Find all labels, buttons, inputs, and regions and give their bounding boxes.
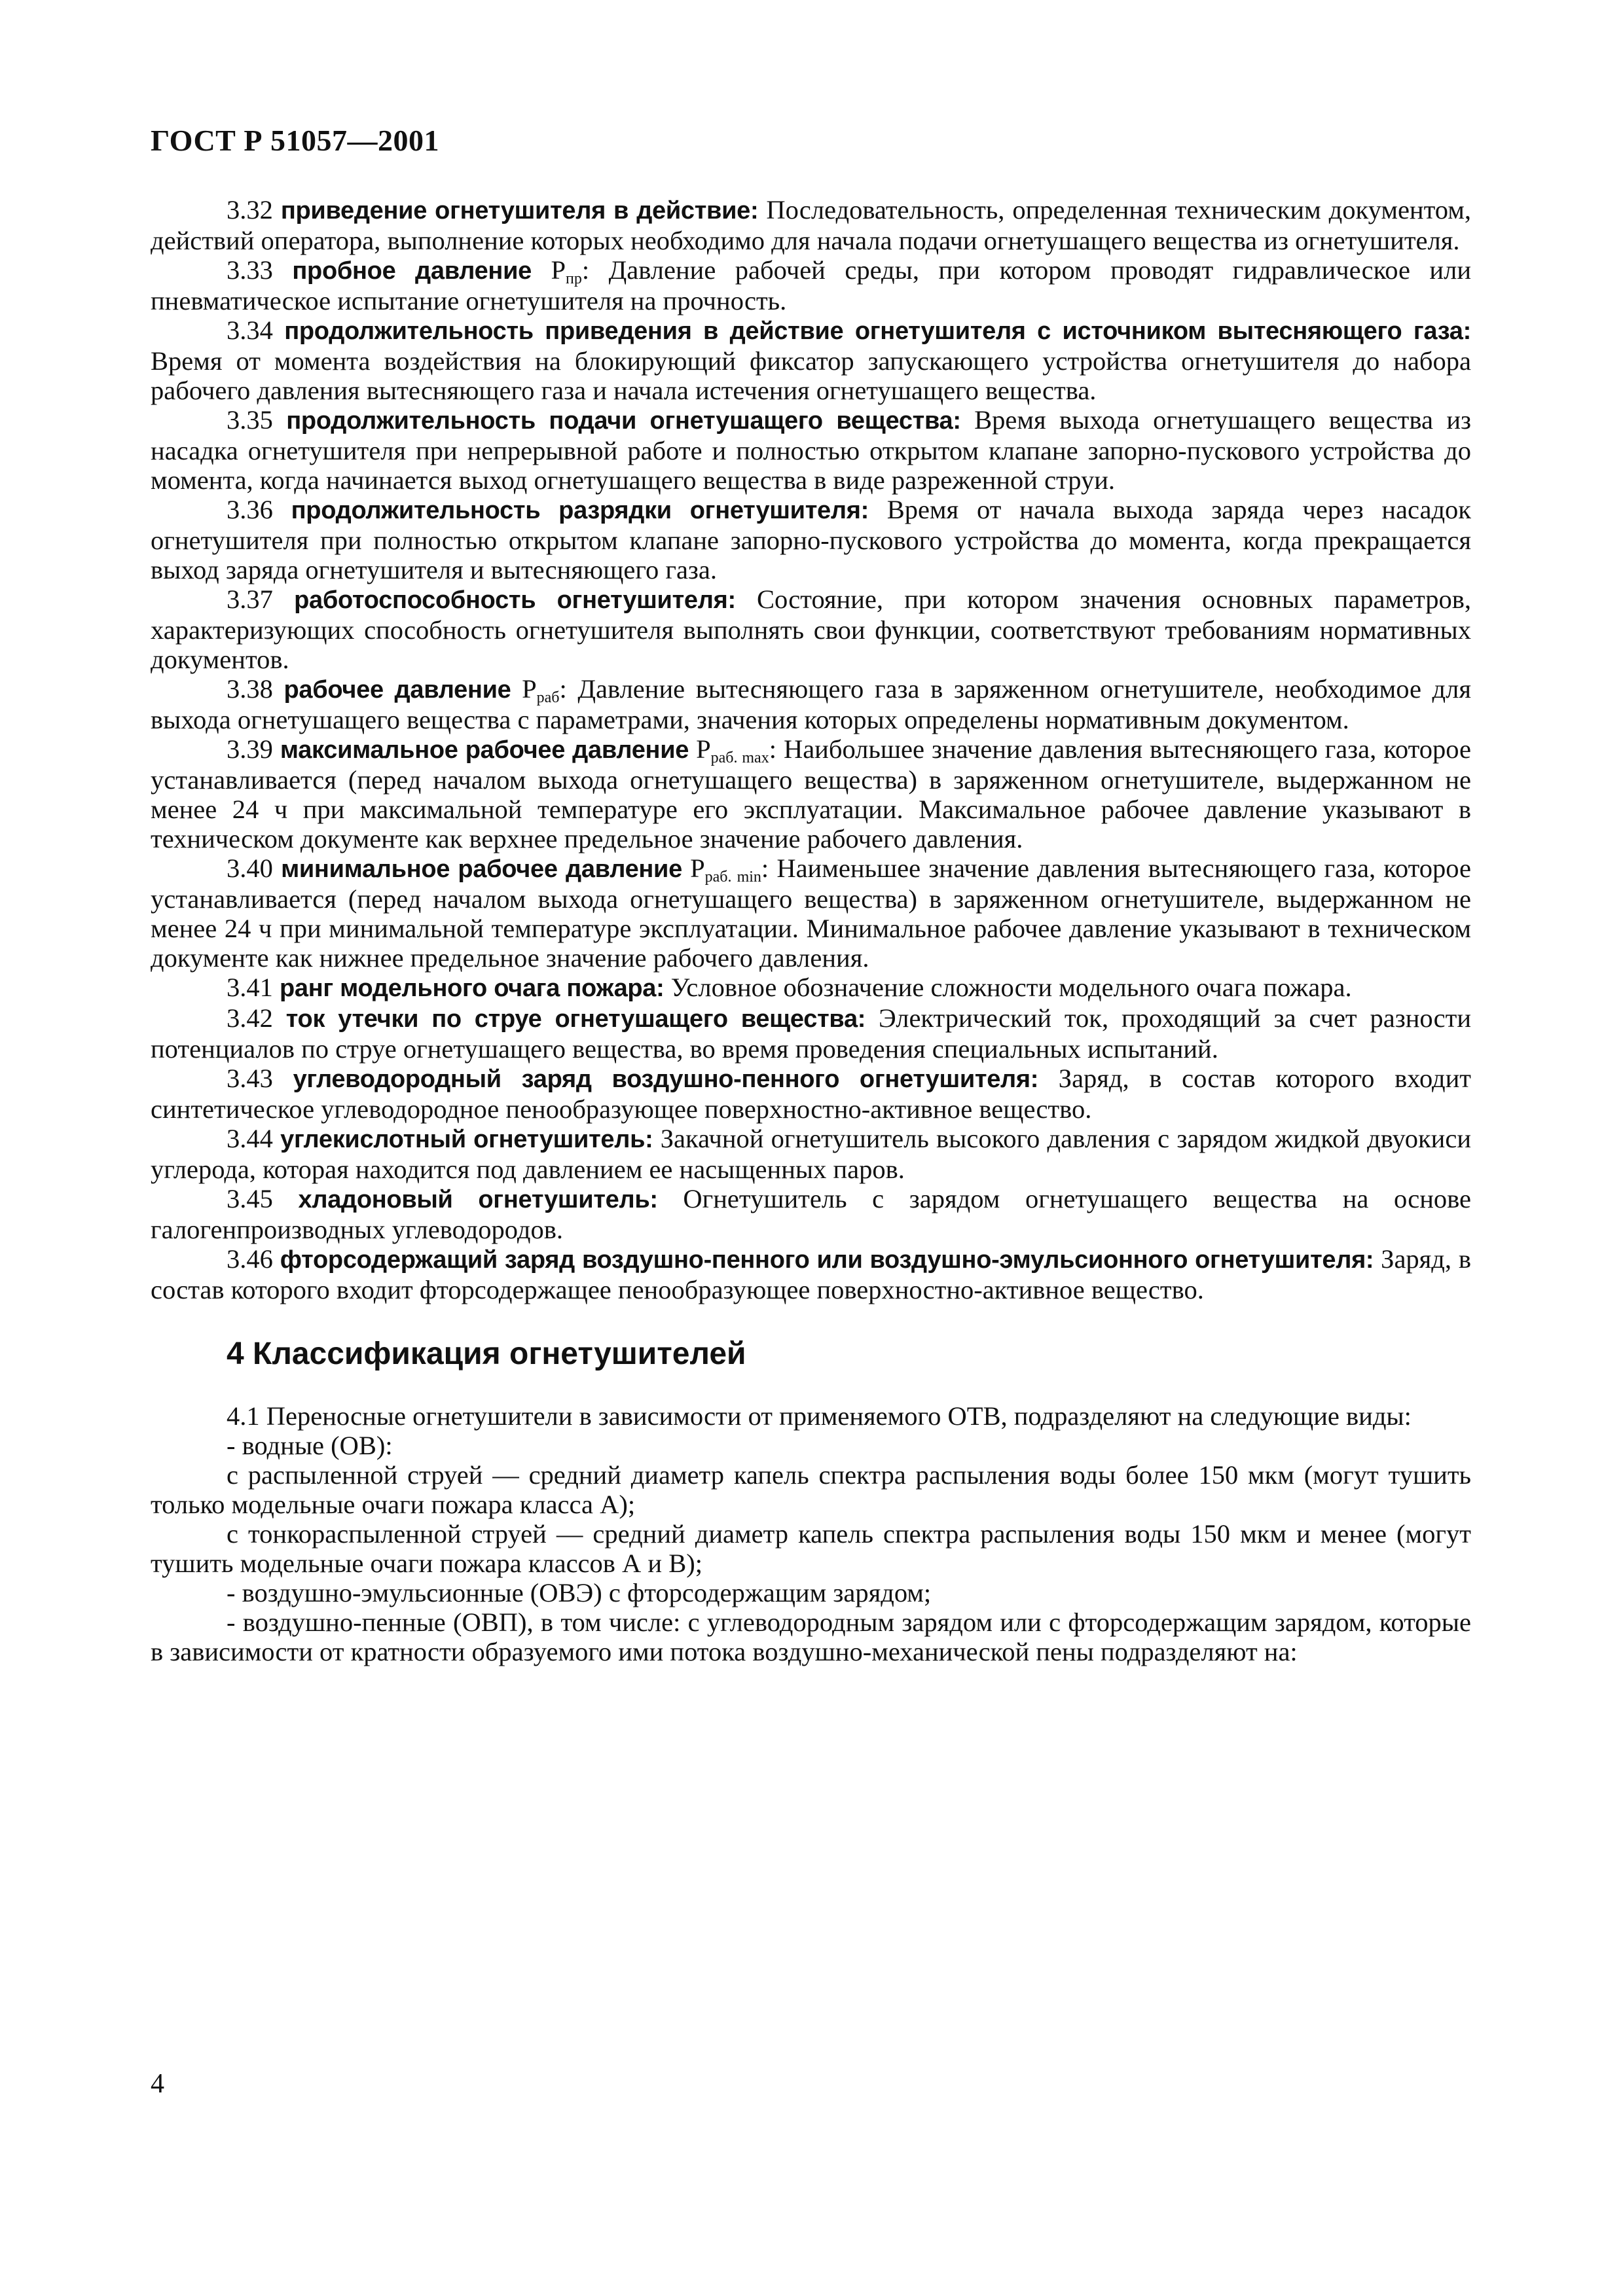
definition-text: Состояние, при котором значения основных параметров, характеризующих способность огнетушителя выполнять свои функции, соответствуют требованиям нормативных документов. <box>151 584 1472 674</box>
symbol-subscript: пр <box>566 270 582 287</box>
definition-paragraph <box>151 1124 1471 1184</box>
definition-paragraph <box>151 973 1471 1003</box>
clause-number: 3.38 <box>227 674 273 704</box>
section-paragraph: с тонкораспыленной струей — средний диаметр капель спектра распыления воды 150 мкм и менее (могут тушить модельные очаги пожара классов А и В); <box>151 1519 1471 1578</box>
term: рабочее давление <box>283 676 511 704</box>
symbol: Р <box>682 853 705 883</box>
section-paragraph: с распыленной струей — средний диаметр капель спектра распыления воды более 150 мкм (могут тушить только модельные очаги пожара класса А); <box>151 1460 1471 1519</box>
section-paragraph: - воздушно-пенные (ОВП), в том числе: с углеводородным зарядом или с фторсодержащим зарядом, которые в зависимости от кратности образуемого ими потока воздушно-механической пены подразделяют на: <box>151 1607 1471 1666</box>
definition-text: Время от момента воздействия на блокирующий фиксатор запускающего устройства огнетушителя до набора рабочего давления вытесняющего газа и начала истечения огнетушащего вещества. <box>151 346 1471 405</box>
definition-text: : Наибольшее значение давления вытесняющего газа, которое устанавливается (перед началом выхода огнетушащего вещества) в заряженном огнетушителе, выдержанном не менее 24 ч при максимальной температуре его эксплуатации. Максимальное рабочее давление указывают в техническом документе как верхнее предельное значение рабочего давления. <box>151 734 1472 853</box>
page-number: 4 <box>151 2069 164 2099</box>
term: ток утечки по струе огнетушащего вещества: <box>285 1005 866 1033</box>
standard-header: ГОСТ Р 51057—2001 <box>151 124 439 157</box>
term: максимальное рабочее давление <box>280 736 689 764</box>
definition-text: Время выхода огнетушащего вещества из насадка огнетушителя при непрерывной работе и полностью открытом клапане запорно-пускового устройства до момента, когда начинается выход огнетушащего вещества в виде разреженной струи. <box>151 405 1471 495</box>
definition-paragraph <box>151 1003 1471 1064</box>
document-body <box>151 195 1471 1666</box>
term: углекислотный огнетушитель: <box>280 1126 653 1153</box>
clause-number: 3.39 <box>227 734 273 764</box>
definition-text: Заряд, в состав которого входит синтетическое углеводородное пенообразующее поверхностно-активное вещество. <box>151 1064 1472 1124</box>
definition-paragraph <box>151 674 1471 734</box>
term: работоспособность огнетушителя: <box>294 586 736 614</box>
definition-paragraph <box>151 315 1471 405</box>
clause-number: 3.45 <box>227 1184 273 1213</box>
definition-text: Последовательность, определенная техническим документом, действий оператора, выполнение которых необходимо для начала подачи огнетушащего вещества из огнетушителя. <box>151 195 1472 255</box>
clause-number: 3.43 <box>227 1064 273 1093</box>
clause-number: 3.44 <box>227 1124 273 1153</box>
definition-text: Время от начала выхода заряда через насадок огнетушителя при полностью открытом клапане запорно-пускового устройства до момента, когда прекращается выход заряда огнетушителя и вытесняющего газа. <box>151 495 1471 584</box>
definition-text: Огнетушитель с зарядом огнетушащего вещества на основе галогенпроизводных углеводородов. <box>151 1184 1472 1244</box>
symbol: Р <box>531 255 566 285</box>
term: продолжительность разрядки огнетушителя: <box>291 497 869 524</box>
definition-paragraph <box>151 495 1471 584</box>
term: хладоновый огнетушитель: <box>298 1186 658 1213</box>
symbol-subscript: раб <box>536 689 560 706</box>
term: продолжительность приведения в действие огнетушителя с источником вытесняющего газа: <box>284 317 1471 345</box>
symbol-subscript: раб. min <box>704 869 761 886</box>
definition-paragraph <box>151 1064 1471 1124</box>
definition-paragraph <box>151 853 1471 973</box>
clause-number: 3.35 <box>227 405 273 435</box>
definition-text: Закачной огнетушитель высокого давления с зарядом жидкой двуокиси углерода, которая находится под давлением ее насыщенных паров. <box>151 1124 1472 1184</box>
clause-number: 3.46 <box>227 1244 273 1274</box>
definition-paragraph <box>151 405 1471 495</box>
term: минимальное рабочее давление <box>281 855 682 883</box>
definition-paragraph <box>151 255 1471 315</box>
term: фторсодержащий заряд воздушно-пенного или воздушно-эмульсионного огнетушителя: <box>280 1246 1374 1274</box>
definition-text: : Наименьшее значение давления вытесняющего газа, которое устанавливается (перед началом выхода огнетушащего вещества) в заряженном огнетушителе, выдержанном не менее 24 ч при минимальной температуре эксплуатации. Минимальное рабочее давление указывают в техническом документе как нижнее предельное значение рабочего давления. <box>151 853 1471 973</box>
definition-paragraph <box>151 584 1471 674</box>
classification-section <box>151 1401 1471 1666</box>
symbol: Р <box>511 674 537 704</box>
definition-text: Заряд, в состав которого входит фторсодержащее пенообразующее поверхностно-активное вещество. <box>151 1244 1472 1304</box>
term: продолжительность подачи огнетушащего вещества: <box>286 407 961 435</box>
clause-number: 3.32 <box>227 195 273 224</box>
definition-text: Электрический ток, проходящий за счет разности потенциалов по струе огнетушащего вещества, во время проведения специальных испытаний. <box>151 1003 1471 1064</box>
term: приведение огнетушителя в действие: <box>280 197 759 224</box>
clause-number: 3.34 <box>227 315 273 345</box>
definition-paragraph <box>151 195 1471 255</box>
clause-number: 3.40 <box>227 853 273 883</box>
definition-text: : Давление рабочей среды, при котором проводят гидравлическое или пневматическое испытание огнетушителя на прочность. <box>151 255 1471 315</box>
clause-number: 3.42 <box>227 1003 273 1033</box>
definition-text: Условное обозначение сложности модельного очага пожара. <box>664 973 1352 1002</box>
definition-paragraph <box>151 734 1471 853</box>
definitions-list <box>151 195 1471 1304</box>
clause-number: 3.33 <box>227 255 273 285</box>
definition-paragraph <box>151 1184 1471 1244</box>
clause-number: 3.41 <box>227 973 273 1002</box>
clause-number: 3.36 <box>227 495 273 524</box>
term: углеводородный заряд воздушно-пенного огнетушителя: <box>293 1066 1039 1093</box>
clause-number: 3.37 <box>227 584 273 614</box>
section-paragraph: - воздушно-эмульсионные (ОВЭ) с фторсодержащим зарядом; <box>227 1578 932 1607</box>
term: пробное давление <box>292 257 532 285</box>
definition-paragraph <box>151 1244 1471 1304</box>
symbol: Р <box>689 734 711 764</box>
section-paragraph: 4.1 Переносные огнетушители в зависимости от применяемого ОТВ, подразделяют на следующие виды: <box>227 1401 1412 1431</box>
symbol-subscript: раб. max <box>710 749 769 766</box>
section-paragraph: - водные (ОВ): <box>227 1431 393 1460</box>
term: ранг модельного очага пожара: <box>280 975 665 1002</box>
definition-text: : Давление вытесняющего газа в заряженном огнетушителе, необходимое для выхода огнетушащего вещества с параметрами, значения которых определены нормативным документом. <box>151 674 1471 734</box>
section-heading: 4 Классификация огнетушителей <box>227 1336 746 1371</box>
